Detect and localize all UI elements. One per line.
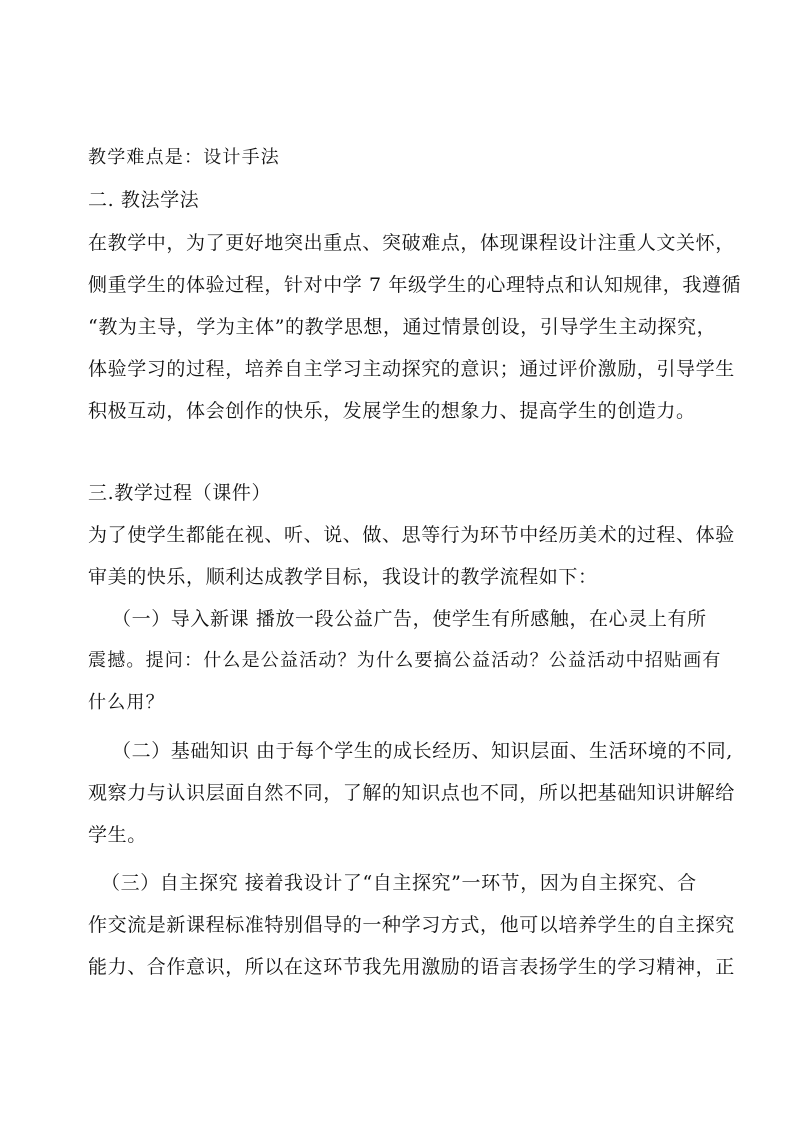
- paragraph-line: 能力、合作意识，所以在这环节我先用激励的语言表扬学生的学习精神，正: [88, 956, 735, 978]
- step-three-line: （三）自主探究 接着我设计了“自主探究”一环节，因为自主探究、合: [101, 872, 697, 894]
- step-one-line: （一）导入新课 播放一段公益广告，使学生有所感触，在心灵上有所: [112, 608, 707, 630]
- paragraph-line: 作交流是新课程标准特别倡导的一种学习方式，他可以培养学生的自主探究: [88, 914, 735, 936]
- paragraph-line: 审美的快乐，顺利达成教学目标，我设计的教学流程如下：: [88, 566, 598, 588]
- difficulty-line: 教学难点是：设计手法: [88, 147, 280, 168]
- paragraph-line: 为了使学生都能在视、听、说、做、思等行为环节中经历美术的过程、体验: [88, 524, 735, 546]
- paragraph-line: 震撼。提问：什么是公益活动？为什么要搞公益活动？公益活动中招贴画有: [88, 650, 722, 671]
- paragraph-line: 侧重学生的体验过程，针对中学 7 年级学生的心理特点和认知规律，我遵循: [88, 274, 742, 296]
- paragraph-line: 积极互动，体会创作的快乐，发展学生的想象力、提高学生的创造力。: [88, 400, 696, 422]
- paragraph-line: 观察力与认识层面自然不同，了解的知识点也不同，所以把基础知识讲解给: [88, 782, 735, 804]
- section-two-heading: 二. 教法学法: [88, 189, 200, 211]
- section-three-heading: 三.教学过程（课件）: [88, 482, 272, 504]
- step-two-line: （二）基础知识 由于每个学生的成长经历、知识层面、生活环境的不同,: [112, 740, 733, 762]
- paragraph-line: 什么用？: [88, 692, 165, 713]
- paragraph-line: 体验学习的过程，培养自主学习主动探究的意识；通过评价激励，引导学生: [88, 358, 735, 380]
- paragraph-line: “教为主导，学为主体”的教学思想，通过情景创设，引导学生主动探究，: [88, 316, 717, 338]
- paragraph-line: 学生。: [88, 824, 147, 846]
- paragraph-line: 在教学中，为了更好地突出重点、突破难点，体现课程设计注重人文关怀，: [88, 232, 735, 254]
